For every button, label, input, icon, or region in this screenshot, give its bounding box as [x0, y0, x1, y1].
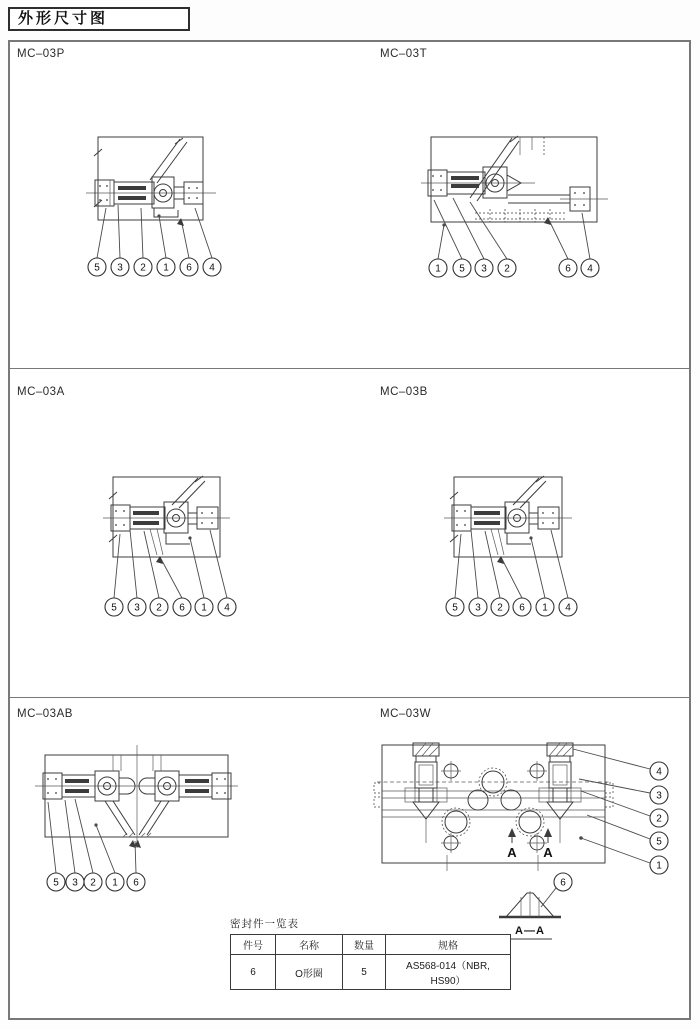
lever-right [139, 801, 169, 835]
solenoid-left [405, 743, 447, 843]
svg-text:6: 6 [186, 262, 192, 274]
panel-label-mc03a: MC–03A [17, 386, 65, 398]
svg-text:2: 2 [504, 263, 510, 275]
seal-cell-spec: AS568-014（NBR, HS90） [386, 955, 511, 990]
callout-2 [650, 809, 668, 827]
callout-1 [536, 598, 554, 616]
svg-text:3: 3 [481, 263, 487, 275]
callout-2 [134, 258, 152, 276]
svg-text:4: 4 [656, 766, 662, 778]
svg-text:2: 2 [140, 262, 146, 274]
panel-label-mc03w: MC–03W [380, 708, 431, 720]
callout-4 [581, 259, 599, 277]
callout-4 [203, 258, 221, 276]
svg-text:3: 3 [134, 602, 140, 614]
seal-header-qty: 数量 [343, 935, 386, 955]
callout-4 [650, 762, 668, 780]
callout-3 [475, 259, 493, 277]
port-circles [442, 768, 544, 836]
svg-text:4: 4 [565, 602, 571, 614]
callout-2 [491, 598, 509, 616]
svg-text:6: 6 [565, 263, 571, 275]
svg-text:2: 2 [156, 602, 162, 614]
drawing-mc03p [80, 120, 230, 290]
svg-text:3: 3 [117, 262, 123, 274]
callout-3 [469, 598, 487, 616]
seal-cell-qty: 5 [343, 955, 386, 990]
callout-4 [218, 598, 236, 616]
callout-5 [650, 832, 668, 850]
callout-5 [105, 598, 123, 616]
svg-text:4: 4 [587, 263, 593, 275]
callout-6 [180, 258, 198, 276]
lever [150, 138, 187, 183]
row-divider-2 [8, 697, 691, 698]
drawing-mc03a [100, 460, 245, 625]
callout-6 [127, 873, 145, 891]
callout-5 [446, 598, 464, 616]
seal-header-part-no: 件号 [231, 935, 276, 955]
valve-block [35, 745, 238, 848]
svg-text:5: 5 [53, 877, 59, 889]
svg-text:5: 5 [459, 263, 465, 275]
callout-2 [498, 259, 516, 277]
callout-2 [150, 598, 168, 616]
seal-table-caption: 密封件一览表 [230, 918, 299, 930]
callout-3 [650, 786, 668, 804]
svg-text:6: 6 [133, 877, 139, 889]
svg-text:5: 5 [94, 262, 100, 274]
callout-3 [66, 873, 84, 891]
svg-text:3: 3 [72, 877, 78, 889]
svg-text:2: 2 [497, 602, 503, 614]
callout-1 [195, 598, 213, 616]
callout-5 [47, 873, 65, 891]
page-title: 外形尺寸图 [8, 7, 190, 31]
valve-block [421, 136, 608, 222]
svg-text:4: 4 [224, 602, 230, 614]
manifold-top-view [374, 743, 613, 871]
svg-text:5: 5 [111, 602, 117, 614]
svg-text:5: 5 [656, 836, 662, 848]
solenoid-right [539, 743, 581, 843]
svg-text:3: 3 [656, 790, 662, 802]
panel-label-mc03b: MC–03B [380, 386, 428, 398]
svg-text:1: 1 [112, 877, 118, 889]
svg-text:5: 5 [452, 602, 458, 614]
section-arrow-label-left: A [507, 845, 517, 860]
bolt-holes [441, 761, 547, 853]
callout-6 [173, 598, 191, 616]
callout-4 [559, 598, 577, 616]
callout-6 [554, 873, 572, 891]
leader-lines [48, 799, 141, 873]
drawing-mc03t [420, 120, 620, 290]
seal-header-name: 名称 [276, 935, 343, 955]
drawing-mc03b [440, 460, 590, 625]
section-arrow-label-right: A [543, 845, 553, 860]
svg-text:1: 1 [656, 860, 662, 872]
seal-header-spec: 规格 [386, 935, 511, 955]
callout-6 [513, 598, 531, 616]
svg-text:6: 6 [560, 877, 566, 889]
valve-block [86, 137, 216, 220]
callout-2 [84, 873, 102, 891]
callout-5 [88, 258, 106, 276]
svg-text:1: 1 [542, 602, 548, 614]
callout-6 [559, 259, 577, 277]
panel-label-mc03t: MC–03T [380, 48, 428, 60]
svg-text:3: 3 [475, 602, 481, 614]
lever [470, 136, 519, 201]
callout-3 [128, 598, 146, 616]
svg-text:6: 6 [519, 602, 525, 614]
drawing-mc03ab [35, 740, 240, 900]
table-row [231, 955, 511, 990]
svg-text:6: 6 [179, 602, 185, 614]
callout-1 [157, 258, 175, 276]
callout-1 [106, 873, 124, 891]
lever-left [105, 801, 135, 835]
svg-text:4: 4 [209, 262, 215, 274]
section-label: A—A [515, 925, 545, 937]
svg-text:1: 1 [435, 263, 441, 275]
panel-label-mc03ab: MC–03AB [17, 708, 73, 720]
row-divider-1 [8, 368, 691, 369]
callout-1 [650, 856, 668, 874]
svg-text:1: 1 [201, 602, 207, 614]
callout-1 [429, 259, 447, 277]
svg-text:2: 2 [90, 877, 96, 889]
seal-cell-name: O形圈 [276, 955, 343, 990]
leader-lines [114, 530, 227, 598]
leader-lines [455, 530, 568, 598]
seal-cell-part-no: 6 [231, 955, 276, 990]
valve-block [103, 476, 230, 557]
seal-parts-table [230, 916, 511, 990]
callout-5 [453, 259, 471, 277]
valve-block [444, 476, 572, 557]
panel-label-mc03p: MC–03P [17, 48, 65, 60]
callout-3 [111, 258, 129, 276]
svg-text:2: 2 [656, 813, 662, 825]
leader-lines [434, 198, 590, 259]
svg-text:1: 1 [163, 262, 169, 274]
